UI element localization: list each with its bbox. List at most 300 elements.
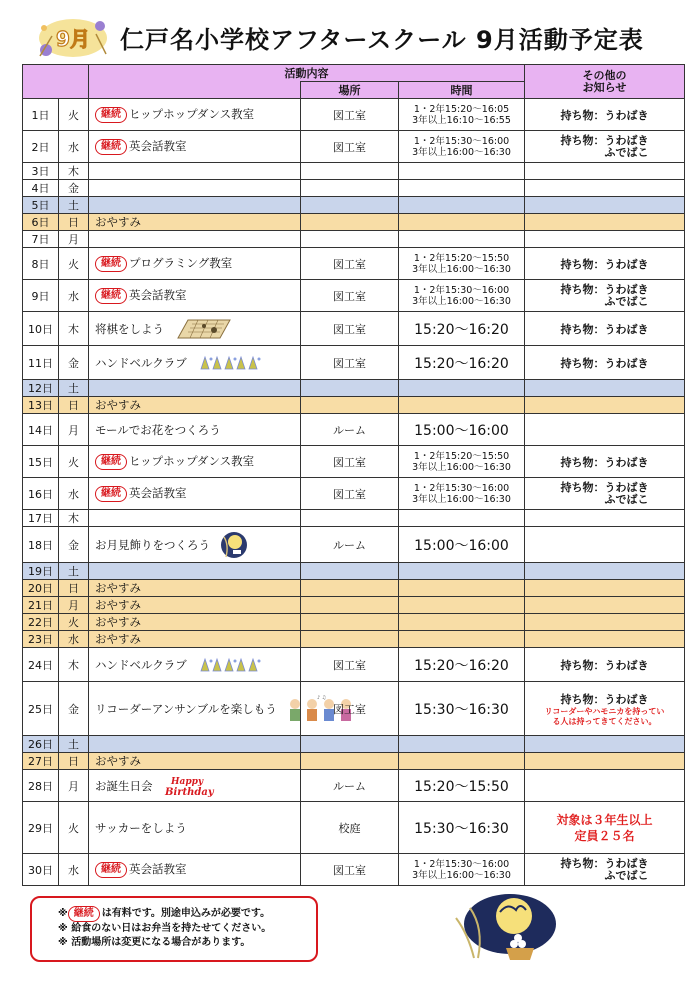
place-cell: 図工室 <box>301 648 399 682</box>
note-cell <box>525 736 685 753</box>
activity-cell <box>89 648 301 682</box>
note-cell <box>525 527 685 563</box>
time-cell <box>399 563 525 580</box>
time-cell <box>399 753 525 770</box>
note-warning-line: る人は持ってきてください。 <box>552 716 657 726</box>
time-cell <box>399 397 525 414</box>
day-cell: 2日 <box>23 131 59 163</box>
activity-cell <box>89 231 301 248</box>
activity-cell <box>89 214 301 231</box>
note-cell <box>525 214 685 231</box>
activity-cell <box>89 380 301 397</box>
place-cell <box>301 597 399 614</box>
time-cell <box>399 682 525 736</box>
time-cell <box>399 248 525 280</box>
place-cell <box>301 180 399 197</box>
day-cell: 6日 <box>23 214 59 231</box>
time-line: 1・2年15:20～15:50 <box>413 252 510 264</box>
continued-badge: 継続 <box>95 454 127 470</box>
place-cell <box>301 580 399 597</box>
shogi-icon <box>174 316 234 342</box>
activity-cell <box>89 802 301 854</box>
weekday-cell: 月 <box>59 770 89 802</box>
weekday-cell: 水 <box>59 631 89 648</box>
footer-notes <box>30 896 318 962</box>
place-cell: 図工室 <box>301 446 399 478</box>
note-cell <box>525 510 685 527</box>
weekday-cell: 火 <box>59 614 89 631</box>
note-line: 持ち物：うわばき <box>560 322 649 336</box>
time-line: 3年以上16:10～16:55 <box>412 114 511 126</box>
place-cell: 図工室 <box>301 346 399 380</box>
continued-badge: 継続 <box>68 906 100 922</box>
day-cell: 7日 <box>23 231 59 248</box>
header-blank-cell <box>23 65 89 99</box>
table-row <box>23 380 685 397</box>
note-cell <box>525 131 685 163</box>
svg-text:9月: 9月 <box>56 27 90 51</box>
table-row <box>23 753 685 770</box>
day-cell: 18日 <box>23 527 59 563</box>
day-cell: 14日 <box>23 414 59 446</box>
time-cell <box>399 854 525 886</box>
activity-name: 将棋をしよう <box>95 321 164 336</box>
place-cell: ルーム <box>301 770 399 802</box>
day-cell: 21日 <box>23 597 59 614</box>
weekday-cell: 金 <box>59 180 89 197</box>
note-cell <box>525 397 685 414</box>
note-cell <box>525 231 685 248</box>
time-cell <box>399 380 525 397</box>
time-cell <box>399 446 525 478</box>
note-cell <box>525 380 685 397</box>
activity-cell <box>89 770 301 802</box>
continued-badge: 継続 <box>95 288 127 304</box>
weekday-cell: 木 <box>59 312 89 346</box>
activity-name: おやすみ <box>95 754 141 768</box>
weekday-cell: 金 <box>59 682 89 736</box>
note-cell <box>525 753 685 770</box>
note-line: 持ち物：うわばき <box>560 282 649 296</box>
place-cell <box>301 380 399 397</box>
page-header <box>22 12 682 62</box>
activity-name: おやすみ <box>95 615 141 629</box>
table-row <box>23 563 685 580</box>
note-line: 持ち物：うわばき <box>560 856 649 870</box>
place-cell: ルーム <box>301 527 399 563</box>
activity-cell <box>89 854 301 886</box>
day-cell: 1日 <box>23 99 59 131</box>
time-line: 1・2年15:20～15:50 <box>413 450 510 462</box>
footer-line-2: ※ 給食のない日はお弁当を持たせてください。 <box>58 923 272 934</box>
activity-cell <box>89 180 301 197</box>
continued-badge: 継続 <box>95 107 127 123</box>
activity-cell <box>89 478 301 510</box>
table-row <box>23 580 685 597</box>
note-cell <box>525 648 685 682</box>
time-line: 15:20～15:50 <box>414 778 509 795</box>
activity-cell <box>89 682 326 736</box>
day-cell: 24日 <box>23 648 59 682</box>
weekday-cell: 水 <box>59 854 89 886</box>
weekday-cell: 日 <box>59 580 89 597</box>
table-row <box>23 682 685 736</box>
time-line: 3年以上16:00～16:30 <box>412 295 511 307</box>
time-cell <box>399 597 525 614</box>
activity-name: お月見飾りをつくろう <box>95 537 210 552</box>
happy-birthday-icon <box>163 775 223 797</box>
activity-name: リコーダーアンサンブルを楽しもう <box>95 701 277 716</box>
day-cell: 22日 <box>23 614 59 631</box>
table-row <box>23 802 685 854</box>
note-cell <box>525 580 685 597</box>
moon-viewing-icon <box>220 531 248 559</box>
day-cell: 25日 <box>23 682 59 736</box>
time-line: 1・2年15:30～16:00 <box>413 284 510 296</box>
time-line: 1・2年15:30～16:00 <box>413 858 510 870</box>
table-row <box>23 397 685 414</box>
activity-name: 英会話教室 <box>129 139 187 153</box>
activity-cell <box>89 736 301 753</box>
place-cell <box>301 510 399 527</box>
note-line: ふでばこ <box>604 868 649 882</box>
time-line: 3年以上16:00～16:30 <box>412 146 511 158</box>
table-row <box>23 510 685 527</box>
weekday-cell: 火 <box>59 446 89 478</box>
time-cell <box>399 736 525 753</box>
table-row <box>23 648 685 682</box>
time-cell <box>399 214 525 231</box>
table-row <box>23 478 685 510</box>
note-line: 持ち物：うわばき <box>560 658 649 672</box>
activity-cell <box>89 446 301 478</box>
header-place: 場所 <box>301 82 399 99</box>
table-row <box>23 248 685 280</box>
weekday-cell: 金 <box>59 346 89 380</box>
place-cell <box>301 231 399 248</box>
time-line: 15:30～16:30 <box>414 701 509 718</box>
activity-name: 英会話教室 <box>129 288 187 302</box>
table-row <box>23 180 685 197</box>
activity-cell <box>89 397 301 414</box>
place-cell: 図工室 <box>301 131 399 163</box>
time-cell <box>399 580 525 597</box>
activity-name: 英会話教室 <box>129 862 187 876</box>
note-cell <box>525 854 685 886</box>
day-cell: 29日 <box>23 802 59 854</box>
day-cell: 15日 <box>23 446 59 478</box>
place-cell: ルーム <box>301 414 399 446</box>
weekday-cell: 日 <box>59 753 89 770</box>
schedule-body <box>23 99 685 886</box>
time-cell <box>399 99 525 131</box>
time-cell <box>399 770 525 802</box>
time-cell <box>399 414 525 446</box>
note-target-line: 定員２５名 <box>574 828 635 843</box>
note-cell <box>525 99 685 131</box>
note-line: ふでばこ <box>604 145 649 159</box>
note-line: ふでばこ <box>604 294 649 308</box>
day-cell: 28日 <box>23 770 59 802</box>
continued-badge: 継続 <box>95 862 127 878</box>
place-cell: 図工室 <box>301 312 399 346</box>
activity-name: おやすみ <box>95 215 141 229</box>
activity-cell <box>89 414 301 446</box>
activity-name: 英会話教室 <box>129 486 187 500</box>
place-cell: 図工室 <box>301 248 399 280</box>
weekday-cell: 木 <box>59 163 89 180</box>
note-line: 持ち物：うわばき <box>560 133 649 147</box>
activity-name: おやすみ <box>95 581 141 595</box>
table-row <box>23 631 685 648</box>
activity-cell <box>89 563 301 580</box>
time-line: 3年以上16:00～16:30 <box>412 869 511 881</box>
note-line: 持ち物：うわばき <box>560 455 649 469</box>
note-cell <box>525 478 685 510</box>
place-cell <box>301 397 399 414</box>
time-cell <box>399 163 525 180</box>
note-cell <box>525 414 685 446</box>
weekday-cell: 土 <box>59 736 89 753</box>
place-cell <box>301 631 399 648</box>
place-cell <box>301 197 399 214</box>
weekday-cell: 日 <box>59 397 89 414</box>
place-cell <box>301 614 399 631</box>
day-cell: 26日 <box>23 736 59 753</box>
header-note-line2: お知らせ <box>582 80 627 94</box>
day-cell: 10日 <box>23 312 59 346</box>
header-activity-blank <box>89 82 301 99</box>
table-row <box>23 214 685 231</box>
table-row <box>23 280 685 312</box>
day-cell: 27日 <box>23 753 59 770</box>
table-row <box>23 99 685 131</box>
svg-text:♪ ♫: ♪ ♫ <box>316 694 326 701</box>
table-row <box>23 131 685 163</box>
weekday-cell: 水 <box>59 478 89 510</box>
activity-cell <box>89 614 301 631</box>
note-cell <box>525 312 685 346</box>
note-line: 持ち物：うわばき <box>560 356 649 370</box>
table-row <box>23 312 685 346</box>
activity-name: おやすみ <box>95 598 141 612</box>
weekday-cell: 日 <box>59 214 89 231</box>
footer-line-3: ※ 活動場所は変更になる場合があります。 <box>58 937 251 948</box>
activity-name: ヒップホップダンス教室 <box>129 107 255 121</box>
time-cell <box>399 231 525 248</box>
activity-name: お誕生日会 <box>95 778 153 793</box>
day-cell: 11日 <box>23 346 59 380</box>
note-line: ふでばこ <box>604 492 649 506</box>
place-cell <box>301 753 399 770</box>
note-cell <box>525 446 685 478</box>
place-cell <box>301 736 399 753</box>
time-cell <box>399 312 525 346</box>
time-line: 1・2年15:30～16:00 <box>413 482 510 494</box>
note-line: 持ち物：うわばき <box>560 108 649 122</box>
continued-badge: 継続 <box>95 256 127 272</box>
day-cell: 23日 <box>23 631 59 648</box>
table-row <box>23 346 685 380</box>
header-time: 時間 <box>399 82 525 99</box>
time-line: 3年以上16:00～16:30 <box>412 493 511 505</box>
weekday-cell: 月 <box>59 597 89 614</box>
table-row <box>23 527 685 563</box>
note-line: 持ち物：うわばき <box>560 257 649 271</box>
weekday-cell: 水 <box>59 131 89 163</box>
table-row <box>23 231 685 248</box>
activity-cell <box>89 248 301 280</box>
header-note <box>525 65 685 99</box>
place-cell <box>301 563 399 580</box>
note-cell <box>525 802 685 854</box>
weekday-cell: 月 <box>59 414 89 446</box>
activity-name: ハンドベルクラブ <box>95 657 187 672</box>
time-line: 15:30～16:30 <box>414 820 509 837</box>
time-line: 15:20～16:20 <box>414 355 509 372</box>
time-line: 15:20～16:20 <box>414 321 509 338</box>
time-cell <box>399 648 525 682</box>
svg-text:Happy: Happy <box>170 776 203 787</box>
activity-cell <box>89 312 301 346</box>
time-cell <box>399 614 525 631</box>
weekday-cell: 木 <box>59 510 89 527</box>
note-warning-line: リコーダーやハモニカを持ってい <box>544 706 665 716</box>
header-activity: 活動内容 <box>89 65 525 82</box>
day-cell: 5日 <box>23 197 59 214</box>
time-line: 3年以上16:00～16:30 <box>412 263 511 275</box>
note-cell <box>525 197 685 214</box>
note-line: 持ち物：うわばき <box>560 692 649 706</box>
note-cell <box>525 770 685 802</box>
page-title: 仁戸名小学校アフタースクール 9月活動予定表 <box>120 26 644 54</box>
weekday-cell: 火 <box>59 248 89 280</box>
month-badge-icon <box>36 16 110 60</box>
time-cell <box>399 527 525 563</box>
time-cell <box>399 346 525 380</box>
activity-cell <box>89 280 301 312</box>
day-cell: 9日 <box>23 280 59 312</box>
table-row <box>23 163 685 180</box>
time-line: 3年以上16:00～16:30 <box>412 461 511 473</box>
handbell-icon <box>197 353 267 373</box>
table-row <box>23 854 685 886</box>
svg-text:Birthday: Birthday <box>164 786 214 798</box>
place-cell: 図工室 <box>301 682 399 736</box>
weekday-cell: 木 <box>59 648 89 682</box>
time-cell <box>399 510 525 527</box>
day-cell: 17日 <box>23 510 59 527</box>
activity-name: ハンドベルクラブ <box>95 355 187 370</box>
time-cell <box>399 280 525 312</box>
time-line: 15:20～16:20 <box>414 657 509 674</box>
header-note-line1: その他の <box>582 68 627 82</box>
place-cell: 図工室 <box>301 99 399 131</box>
day-cell: 8日 <box>23 248 59 280</box>
activity-cell <box>89 99 301 131</box>
time-cell <box>399 478 525 510</box>
continued-badge: 継続 <box>95 486 127 502</box>
place-cell: 図工室 <box>301 280 399 312</box>
note-cell <box>525 248 685 280</box>
place-cell: 校庭 <box>301 802 399 854</box>
day-cell: 16日 <box>23 478 59 510</box>
activity-name: モールでお花をつくろう <box>95 422 221 437</box>
activity-cell <box>89 753 301 770</box>
table-row <box>23 736 685 753</box>
time-cell <box>399 631 525 648</box>
time-cell <box>399 197 525 214</box>
activity-cell <box>89 197 301 214</box>
place-cell: 図工室 <box>301 854 399 886</box>
table-row <box>23 614 685 631</box>
time-cell <box>399 131 525 163</box>
note-cell <box>525 614 685 631</box>
activity-cell <box>89 527 301 563</box>
weekday-cell: 火 <box>59 802 89 854</box>
weekday-cell: 土 <box>59 563 89 580</box>
time-cell <box>399 802 525 854</box>
table-row <box>23 770 685 802</box>
time-line: 15:00～16:00 <box>414 422 509 439</box>
table-row <box>23 446 685 478</box>
weekday-cell: 水 <box>59 280 89 312</box>
activity-name: ヒップホップダンス教室 <box>129 454 255 468</box>
weekday-cell: 土 <box>59 380 89 397</box>
table-row <box>23 197 685 214</box>
activity-name: サッカーをしよう <box>95 820 187 835</box>
note-cell <box>525 682 685 736</box>
activity-cell <box>89 346 301 380</box>
place-cell <box>301 214 399 231</box>
activity-name: プログラミング教室 <box>129 256 233 270</box>
activity-cell <box>89 510 301 527</box>
activity-cell <box>89 631 301 648</box>
time-line: 1・2年15:20～16:05 <box>413 103 510 115</box>
place-cell <box>301 163 399 180</box>
activity-name: おやすみ <box>95 632 141 646</box>
activity-cell <box>89 597 301 614</box>
note-cell <box>525 163 685 180</box>
weekday-cell: 金 <box>59 527 89 563</box>
activity-cell <box>89 163 301 180</box>
activity-name: おやすみ <box>95 398 141 412</box>
weekday-cell: 月 <box>59 231 89 248</box>
day-cell: 19日 <box>23 563 59 580</box>
note-cell <box>525 346 685 380</box>
note-cell <box>525 563 685 580</box>
day-cell: 4日 <box>23 180 59 197</box>
schedule-table <box>22 64 685 886</box>
footer-line-1: ※ 継続 は有料です。別途申込みが必要です。 <box>58 906 316 922</box>
note-cell <box>525 631 685 648</box>
activity-cell <box>89 580 301 597</box>
note-cell <box>525 180 685 197</box>
day-cell: 13日 <box>23 397 59 414</box>
table-row <box>23 414 685 446</box>
handbell-icon <box>197 655 267 675</box>
tsukimi-icon <box>448 888 558 968</box>
weekday-cell: 火 <box>59 99 89 131</box>
note-line: 持ち物：うわばき <box>560 480 649 494</box>
day-cell: 12日 <box>23 380 59 397</box>
note-target-line: 対象は３年生以上 <box>556 812 653 827</box>
day-cell: 30日 <box>23 854 59 886</box>
place-cell: 図工室 <box>301 478 399 510</box>
time-cell <box>399 180 525 197</box>
time-line: 15:00～16:00 <box>414 537 509 554</box>
time-line: 1・2年15:30～16:00 <box>413 135 510 147</box>
